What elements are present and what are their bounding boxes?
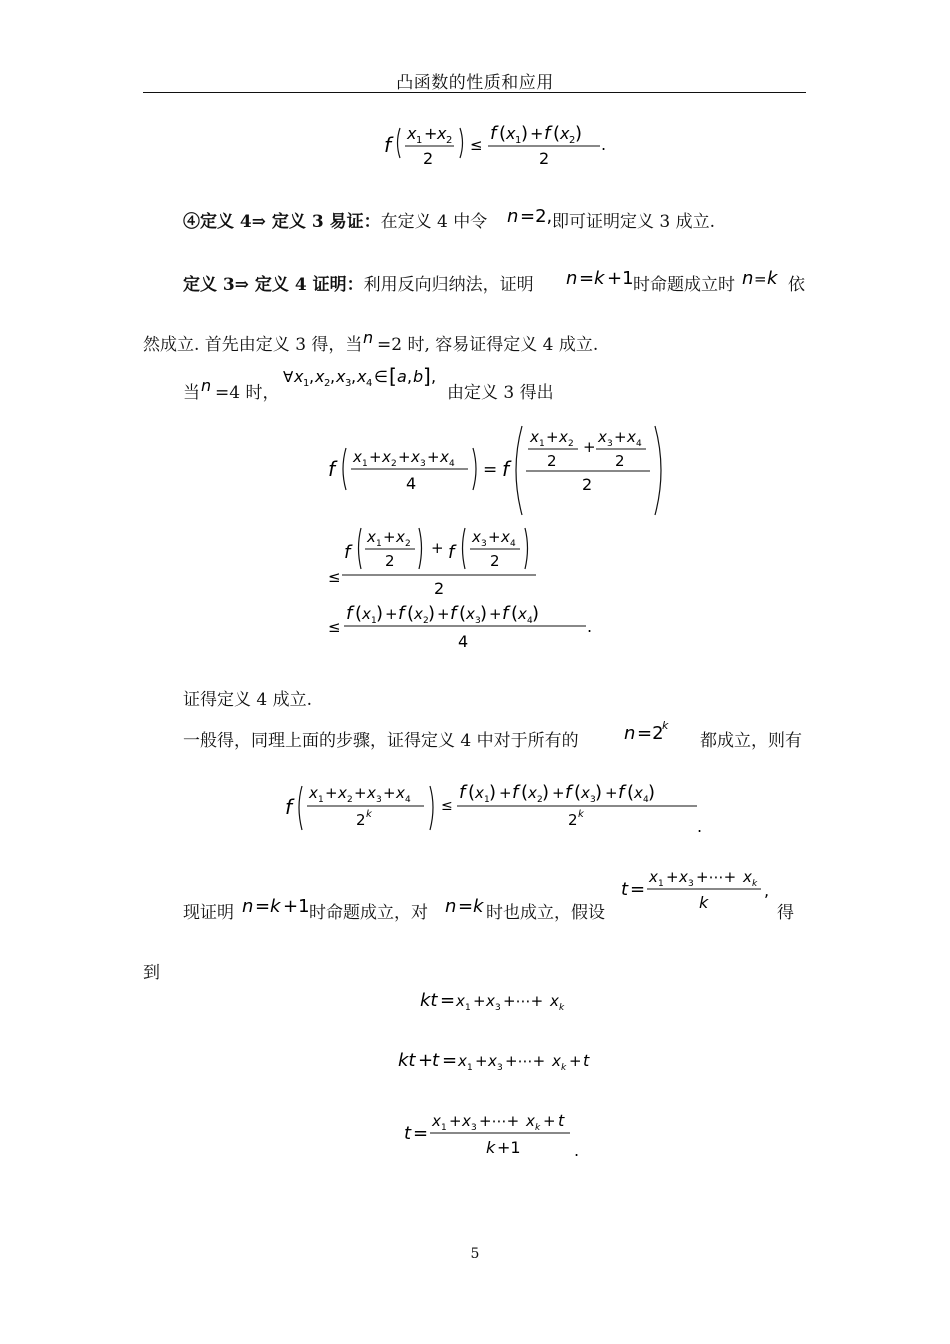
svg-text:+: + [475, 1052, 488, 1070]
svg-text:2: 2 [423, 616, 429, 626]
svg-text:(: ( [499, 123, 507, 144]
svg-text:x: x [336, 367, 346, 386]
svg-text:+1: +1 [607, 268, 634, 289]
svg-text:x: x [362, 605, 371, 623]
page-header-title: 凸函数的性质和应用 [396, 73, 554, 93]
svg-text:(: ( [459, 603, 467, 624]
svg-text:f: f [285, 795, 293, 819]
text-now-prove: 现证明 [183, 903, 234, 923]
text-def4-after: 即可证明定义 3 成立. [552, 212, 716, 232]
formula-kt [418, 986, 578, 1016]
svg-text:=2,: =2, [520, 206, 553, 227]
svg-text:,: , [407, 367, 413, 386]
svg-text:2: 2 [490, 552, 500, 570]
svg-text:2: 2 [356, 811, 366, 829]
svg-text:x: x [466, 605, 475, 623]
math-n-equals-k-a [740, 264, 786, 290]
svg-text:3: 3 [481, 539, 487, 549]
svg-text:x: x [550, 992, 559, 1010]
svg-text:x: x [440, 448, 449, 466]
svg-text:,: , [431, 367, 437, 386]
svg-text:+: + [449, 1112, 462, 1130]
svg-text:3: 3 [497, 1063, 503, 1073]
math-n-equals-k-plus-1-b [240, 892, 316, 918]
svg-text:x: x [559, 428, 568, 446]
svg-text:x: x [679, 868, 688, 886]
svg-text:4: 4 [406, 474, 417, 493]
svg-text:1: 1 [467, 1063, 473, 1073]
svg-text:2: 2 [385, 552, 395, 570]
svg-text:4: 4 [405, 795, 411, 805]
svg-text:k: k [662, 719, 669, 732]
svg-text:=: = [255, 896, 271, 917]
svg-text:+⋯+: +⋯+ [479, 1112, 520, 1130]
formula-midpoint-convexity [380, 112, 620, 172]
svg-text:=: = [483, 460, 498, 480]
formula-kt-plus-t [396, 1046, 606, 1076]
svg-text:n: n [363, 328, 374, 347]
svg-text:+: + [569, 1052, 582, 1070]
svg-text:≤: ≤ [328, 568, 341, 586]
svg-text:+: + [369, 448, 382, 466]
svg-text:): ) [532, 603, 540, 624]
svg-text:2: 2 [347, 795, 353, 805]
svg-text:f: f [448, 542, 455, 563]
math-n-equals-k-b [443, 892, 487, 918]
svg-text:∀: ∀ [283, 368, 294, 386]
svg-text:+: + [530, 124, 544, 143]
svg-text:3: 3 [607, 439, 613, 449]
svg-text:+: + [614, 428, 627, 446]
svg-text:x: x [560, 124, 570, 143]
svg-text:1: 1 [515, 135, 522, 146]
svg-text:=: = [442, 1050, 458, 1071]
svg-text:x: x [458, 1052, 467, 1070]
svg-text:n: n [507, 206, 519, 227]
svg-text:kt: kt [420, 990, 438, 1011]
svg-text:+: + [431, 539, 444, 557]
svg-text:k: k [594, 268, 605, 289]
svg-text:2: 2 [324, 378, 331, 389]
svg-text:f: f [346, 603, 353, 624]
svg-text:): ) [480, 603, 488, 624]
svg-text:x: x [472, 528, 481, 546]
svg-text:x: x [382, 448, 391, 466]
svg-text:x: x [367, 528, 376, 546]
text-also-holds: 时也成立，假设 [486, 903, 605, 923]
svg-text:.: . [601, 135, 607, 154]
svg-text:+: + [398, 448, 411, 466]
svg-text:a: a [397, 367, 407, 386]
paragraph-def4-implies-def3 [183, 207, 487, 232]
svg-text:+: + [418, 1050, 434, 1071]
svg-text:f: f [398, 603, 405, 624]
svg-text:+⋯+: +⋯+ [696, 868, 737, 886]
svg-text:k: k [699, 893, 709, 912]
svg-text:+: + [325, 784, 338, 802]
svg-text:1: 1 [303, 378, 310, 389]
svg-text:t: t [558, 1111, 565, 1130]
svg-text:.: . [697, 817, 703, 836]
svg-text:3: 3 [590, 795, 596, 805]
svg-text:x: x [432, 1112, 441, 1130]
svg-text:≤: ≤ [470, 136, 483, 154]
formula-n4-chain [322, 418, 672, 658]
svg-text:=2: =2 [637, 723, 664, 744]
svg-text:f: f [490, 123, 497, 144]
svg-text:1: 1 [539, 439, 545, 449]
math-n-equals-k-plus-1-a [564, 264, 642, 290]
svg-text:2: 2 [568, 811, 578, 829]
svg-text:x: x [627, 428, 636, 446]
svg-text:f: f [502, 603, 509, 624]
svg-text:3: 3 [495, 1003, 501, 1013]
svg-text:+: + [383, 784, 396, 802]
svg-text:3: 3 [376, 795, 382, 805]
svg-text:x: x [367, 784, 376, 802]
text-reverse-induction: 利用反向归纳法，证明 [363, 275, 534, 295]
svg-text:): ) [542, 782, 550, 803]
svg-text:(: ( [468, 782, 476, 803]
svg-text:2: 2 [446, 135, 453, 146]
text-n4: =4 时， [215, 383, 280, 403]
svg-text:): ) [595, 782, 603, 803]
svg-text:t: t [432, 1050, 440, 1071]
svg-text:1: 1 [658, 879, 664, 889]
svg-text:2: 2 [434, 579, 445, 598]
svg-text:): ) [489, 782, 497, 803]
svg-text:k: k [578, 809, 584, 820]
svg-text:k: k [486, 1138, 496, 1157]
svg-text:2: 2 [391, 459, 397, 469]
svg-text:x: x [357, 367, 367, 386]
text-def4-before: 在定义 4 中令 [380, 212, 488, 232]
svg-text:(: ( [511, 603, 519, 624]
svg-text:.: . [574, 1141, 580, 1160]
svg-text:=: = [754, 270, 767, 288]
svg-text:+: + [546, 428, 559, 446]
svg-text:x: x [634, 784, 643, 802]
label-def3-implies-def4: 定义 3⇒ 定义 4 证明： [183, 275, 364, 295]
svg-text:+: + [473, 992, 486, 1010]
svg-text:+1: +1 [497, 1138, 521, 1157]
svg-text:=: = [579, 268, 595, 289]
svg-text:x: x [649, 868, 658, 886]
svg-text:2: 2 [582, 475, 593, 494]
svg-text:≤: ≤ [328, 618, 341, 636]
svg-text:+1: +1 [283, 896, 310, 917]
svg-text:+: + [666, 868, 679, 886]
math-n-equals-2 [505, 203, 553, 229]
svg-text:x: x [581, 784, 590, 802]
svg-text:4: 4 [458, 632, 469, 651]
text-still: 依 [788, 275, 805, 295]
svg-text:,: , [309, 367, 315, 386]
svg-text:f: f [450, 603, 457, 624]
svg-text:kt: kt [398, 1050, 416, 1071]
svg-text:x: x [518, 605, 527, 623]
svg-text:f: f [565, 782, 572, 803]
svg-text:k: k [270, 896, 281, 917]
svg-text:=: = [440, 990, 456, 1011]
svg-text:x: x [501, 528, 510, 546]
svg-text:+: + [583, 438, 596, 456]
svg-text:1: 1 [465, 1003, 471, 1013]
svg-text:(: ( [407, 603, 415, 624]
svg-text:t: t [404, 1123, 412, 1144]
svg-text:k: k [752, 879, 758, 889]
svg-text:x: x [488, 1052, 497, 1070]
svg-text:]: ] [423, 364, 431, 388]
svg-text:+: + [488, 528, 501, 546]
svg-text:k: k [561, 1063, 567, 1073]
svg-text:1: 1 [416, 135, 423, 146]
svg-text:x: x [338, 784, 347, 802]
svg-text:k: k [366, 809, 372, 820]
svg-text:2: 2 [547, 452, 557, 470]
svg-text:x: x [437, 124, 447, 143]
svg-text:=: = [458, 896, 474, 917]
svg-text:): ) [521, 123, 529, 144]
math-n-inline-a [362, 325, 378, 349]
svg-text:n: n [242, 896, 254, 917]
svg-text:k: k [767, 268, 778, 289]
svg-text:(: ( [553, 123, 561, 144]
svg-text:n: n [445, 896, 457, 917]
label-def4-implies-def3: ④定义 4⇒ 定义 3 易证： [183, 212, 381, 232]
svg-text:f: f [502, 457, 510, 481]
formula-2-pow-k [283, 776, 713, 838]
svg-text:x: x [396, 528, 405, 546]
svg-text:x: x [294, 367, 304, 386]
svg-text:x: x [475, 784, 484, 802]
svg-text:≤: ≤ [441, 798, 453, 814]
svg-text:): ) [575, 123, 583, 144]
svg-text:x: x [353, 448, 362, 466]
text-when-true: 时命题成立时 [633, 275, 735, 295]
svg-text:x: x [411, 448, 420, 466]
svg-text:3: 3 [475, 616, 481, 626]
svg-text:n: n [624, 723, 636, 744]
svg-text:f: f [512, 782, 519, 803]
svg-text:3: 3 [345, 378, 352, 389]
svg-text:x: x [528, 784, 537, 802]
svg-text:4: 4 [366, 378, 373, 389]
svg-text:): ) [648, 782, 656, 803]
svg-text:2: 2 [405, 539, 411, 549]
svg-text:x: x [526, 1112, 535, 1130]
svg-text:3: 3 [688, 879, 694, 889]
svg-text:+: + [499, 784, 512, 802]
math-t-definition [619, 862, 779, 918]
svg-text:4: 4 [643, 795, 649, 805]
svg-text:3: 3 [420, 459, 426, 469]
math-forall-x-in-ab [281, 362, 451, 392]
math-n-equals-2-pow-k [622, 716, 694, 746]
svg-text:t: t [621, 879, 629, 900]
svg-text:(: ( [627, 782, 635, 803]
svg-text:+: + [427, 448, 440, 466]
svg-text:x: x [530, 428, 539, 446]
svg-text:1: 1 [371, 616, 377, 626]
svg-text:+: + [385, 605, 398, 623]
svg-text:1: 1 [362, 459, 368, 469]
svg-text:4: 4 [527, 616, 533, 626]
math-n-inline-b [200, 373, 216, 397]
svg-text:+: + [437, 605, 450, 623]
svg-text:.: . [587, 617, 593, 636]
svg-text:∈: ∈ [374, 367, 388, 386]
svg-text:+: + [489, 605, 502, 623]
svg-text:[: [ [389, 364, 397, 388]
text-general: 一般得，同理上面的步骤，证得定义 4 中对于所有的 [183, 731, 579, 751]
svg-text:x: x [743, 868, 752, 886]
header-rule [143, 92, 806, 93]
svg-text:1: 1 [376, 539, 382, 549]
paragraph-def3-implies-def4 [183, 270, 534, 295]
text-proved-def4: 证得定义 4 成立. [183, 690, 313, 710]
svg-text:=: = [413, 1123, 429, 1144]
svg-text:f: f [459, 782, 466, 803]
svg-text:,: , [764, 881, 770, 900]
text-prop-holds: 时命题成立，对 [309, 903, 428, 923]
svg-text:k: k [535, 1123, 541, 1133]
svg-text:x: x [396, 784, 405, 802]
text-first-by-def3: 然成立. 首先由定义 3 得，当 [143, 335, 363, 355]
svg-text:1: 1 [318, 795, 324, 805]
formula-t-over-k-plus-1 [402, 1106, 592, 1162]
text-n2-easy: =2 时, 容易证得定义 4 成立. [377, 335, 599, 355]
svg-text:3: 3 [471, 1123, 477, 1133]
svg-text:(: ( [521, 782, 529, 803]
text-when-prefix: 当 [183, 383, 200, 403]
svg-text:+⋯+: +⋯+ [503, 992, 544, 1010]
text-all-hold: 都成立，则有 [700, 731, 802, 751]
svg-text:+⋯+: +⋯+ [505, 1052, 546, 1070]
svg-text:n: n [742, 268, 754, 289]
svg-text:x: x [414, 605, 423, 623]
svg-text:+: + [383, 528, 396, 546]
svg-text:2: 2 [539, 149, 550, 168]
text-get-2: 到 [143, 963, 160, 983]
svg-text:+: + [552, 784, 565, 802]
svg-text:): ) [428, 603, 436, 624]
svg-text:x: x [598, 428, 607, 446]
svg-text:f: f [344, 542, 351, 563]
svg-text:x: x [552, 1052, 561, 1070]
text-by-def3: 由定义 3 得出 [447, 383, 554, 403]
svg-text:x: x [309, 784, 318, 802]
svg-text:t: t [583, 1051, 590, 1070]
svg-text:2: 2 [569, 135, 576, 146]
svg-text:n: n [566, 268, 578, 289]
text-still-holds-line [143, 330, 362, 355]
svg-text:x: x [486, 992, 495, 1010]
text-get: 得 [777, 903, 794, 923]
svg-text:4: 4 [636, 439, 642, 449]
svg-text:f: f [618, 782, 625, 803]
svg-text:x: x [456, 992, 465, 1010]
svg-text:4: 4 [510, 539, 516, 549]
svg-text:+: + [605, 784, 618, 802]
svg-text:x: x [315, 367, 325, 386]
svg-text:4: 4 [449, 459, 455, 469]
svg-text:x: x [462, 1112, 471, 1130]
svg-text:x: x [506, 124, 516, 143]
svg-text:+: + [424, 124, 438, 143]
svg-text:2: 2 [615, 452, 625, 470]
svg-text:+: + [354, 784, 367, 802]
svg-text:1: 1 [484, 795, 490, 805]
svg-text:(: ( [574, 782, 582, 803]
svg-text:): ) [376, 603, 384, 624]
svg-text:,: , [330, 367, 336, 386]
svg-text:2: 2 [423, 149, 434, 168]
svg-text:2: 2 [568, 439, 574, 449]
svg-text:b: b [413, 367, 424, 386]
svg-text:k: k [473, 896, 484, 917]
svg-text:1: 1 [441, 1123, 447, 1133]
svg-text:k: k [559, 1003, 565, 1013]
svg-text:(: ( [355, 603, 363, 624]
svg-text:n: n [201, 376, 212, 395]
page-number: 5 [470, 1246, 480, 1262]
svg-text:x: x [407, 124, 417, 143]
svg-text:=: = [630, 879, 646, 900]
svg-text:f: f [384, 133, 392, 157]
svg-text:f: f [328, 457, 336, 481]
svg-text:,: , [351, 367, 357, 386]
svg-text:f: f [544, 123, 551, 144]
svg-text:2: 2 [537, 795, 543, 805]
svg-text:+: + [543, 1112, 556, 1130]
